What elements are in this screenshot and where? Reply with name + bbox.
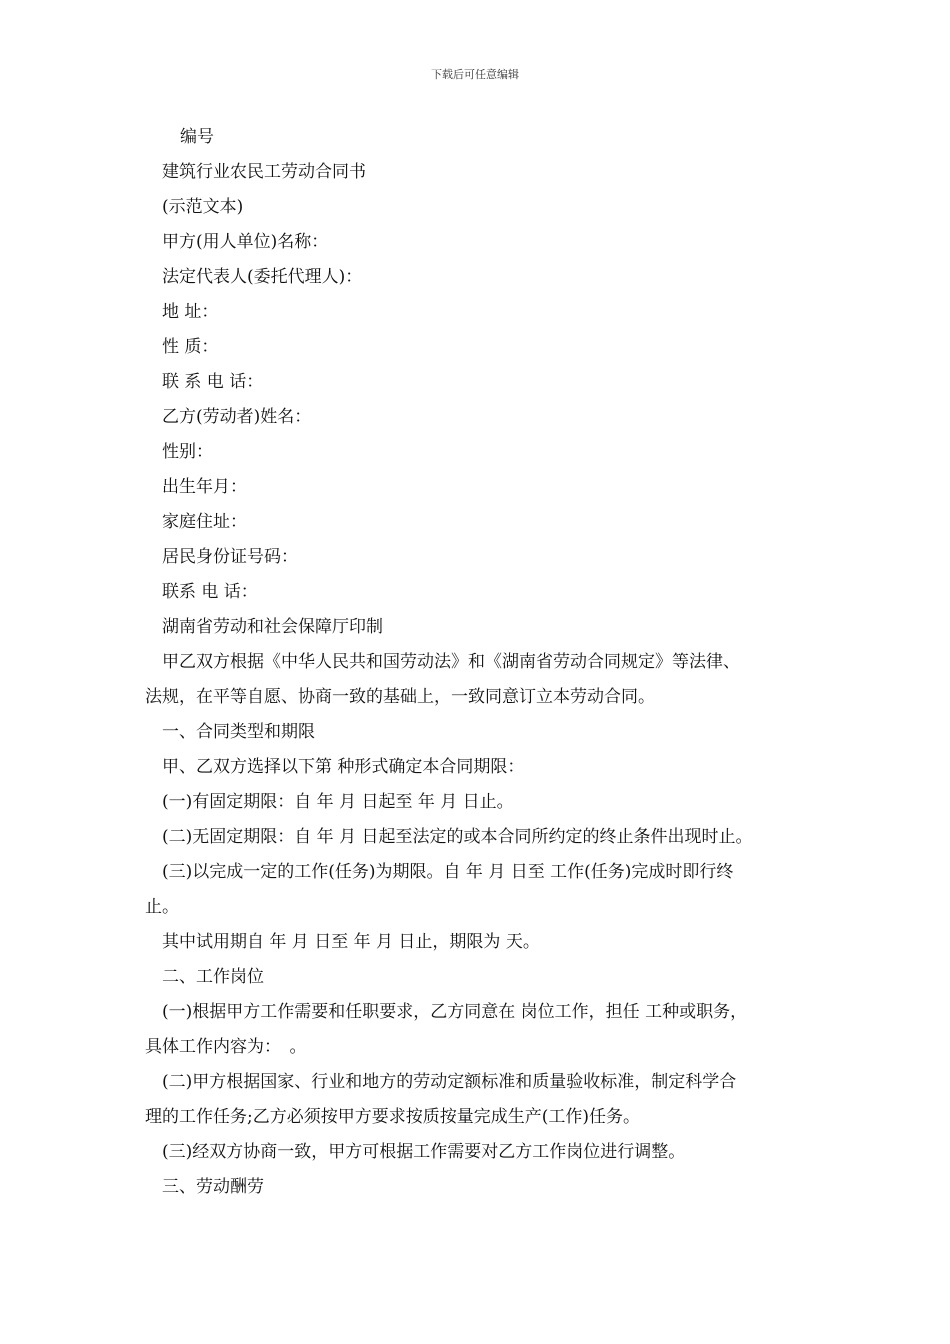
- party-a-phone-field: 联 系 电 话：: [162, 372, 264, 392]
- section-2-heading: 二、工作岗位: [162, 967, 264, 987]
- section-1-heading: 一、合同类型和期限: [162, 722, 315, 742]
- party-a-address-field: 地 址：: [162, 302, 219, 322]
- document-body: [145, 120, 825, 1205]
- party-b-phone-field: 联系 电 话：: [162, 582, 258, 602]
- section-1-paragraph: 甲、乙双方选择以下第 种形式确定本合同期限：: [162, 757, 525, 777]
- contract-number-label: 编号: [180, 127, 214, 147]
- section-2-item-3: (三)经双方协商一致，甲方可根据工作需要对乙方工作岗位进行调整。: [162, 1142, 686, 1162]
- printer-note: 湖南省劳动和社会保障厅印制: [162, 617, 383, 637]
- section-1-item-3-line-2: 止。: [145, 897, 179, 917]
- section-2-item-1-line-1: (一)根据甲方工作需要和任职要求，乙方同意在 岗位工作，担任 工种或职务，: [162, 1002, 748, 1022]
- section-1-probation: 其中试用期自 年 月 日至 年 月 日止，期限为 天。: [162, 932, 540, 952]
- party-b-birth-field: 出生年月：: [162, 477, 247, 497]
- section-2-item-1-line-2: 具体工作内容为： 。: [145, 1037, 307, 1057]
- party-b-address-field: 家庭住址：: [162, 512, 247, 532]
- section-2-item-2-line-2: 理的工作任务;乙方必须按甲方要求按质按量完成生产(工作)任务。: [145, 1107, 640, 1127]
- document-title: 建筑行业农民工劳动合同书: [162, 162, 366, 182]
- party-b-name-field: 乙方(劳动者)姓名：: [162, 407, 312, 427]
- intro-paragraph-line-2: 法规，在平等自愿、协商一致的基础上，一致同意订立本劳动合同。: [145, 687, 655, 707]
- party-a-representative-field: 法定代表人(委托代理人)：: [162, 267, 363, 287]
- page-header: 下载后可任意编辑: [431, 68, 519, 81]
- party-b-gender-field: 性别：: [162, 442, 213, 462]
- party-a-name-field: 甲方(用人单位)名称：: [162, 232, 329, 252]
- section-2-item-2-line-1: (二)甲方根据国家、行业和地方的劳动定额标准和质量验收标准，制定科学合: [162, 1072, 737, 1092]
- document-subtitle: (示范文本): [162, 197, 244, 217]
- section-1-item-2: (二)无固定期限：自 年 月 日起至法定的或本合同所约定的终止条件出现时止。: [162, 827, 753, 847]
- section-1-item-1: (一)有固定期限：自 年 月 日起至 年 月 日止。: [162, 792, 514, 812]
- party-b-id-field: 居民身份证号码：: [162, 547, 298, 567]
- section-1-item-3-line-1: (三)以完成一定的工作(任务)为期限。自 年 月 日至 工作(任务)完成时即行终: [162, 862, 734, 882]
- intro-paragraph-line-1: 甲乙双方根据《中华人民共和国劳动法》和《湖南省劳动合同规定》等法律、: [162, 652, 740, 672]
- section-3-heading: 三、劳动酬劳: [162, 1177, 264, 1197]
- party-a-nature-field: 性 质：: [162, 337, 219, 357]
